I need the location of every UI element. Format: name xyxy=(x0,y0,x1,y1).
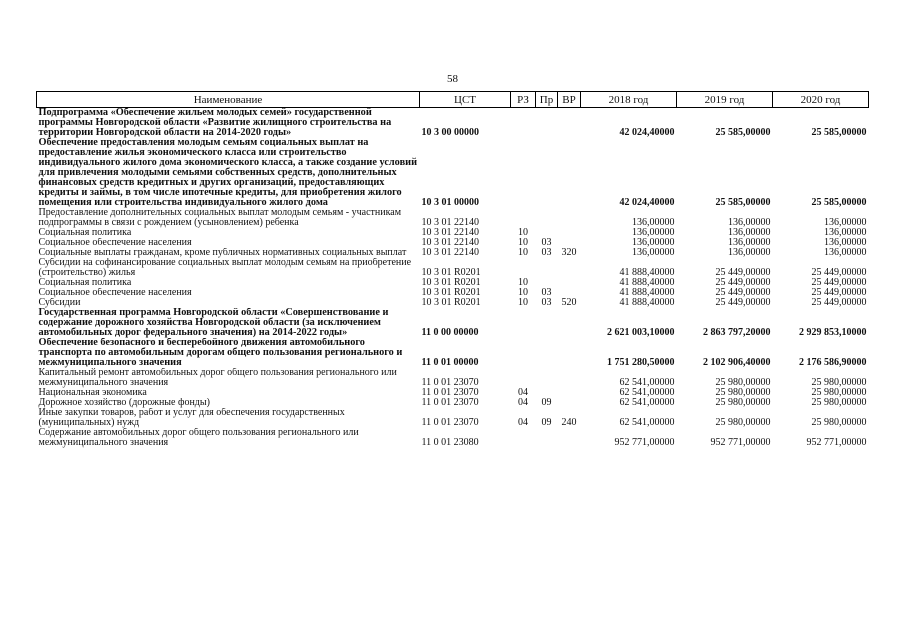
column-header-vr: ВР xyxy=(558,92,581,108)
cell-pr xyxy=(536,308,558,338)
cell-cst: 11 0 01 23070 xyxy=(421,388,479,398)
cell-2018: 41 888,40000 xyxy=(619,288,675,298)
cell-2020: 25 585,00000 xyxy=(811,197,867,208)
column-header-2018: 2018 год xyxy=(581,92,677,108)
cell-cst: 11 0 01 23070 xyxy=(421,417,479,428)
cell-2019: 136,00000 xyxy=(728,248,771,258)
cell-2019: 25 980,00000 xyxy=(715,398,771,408)
table-row xyxy=(37,338,869,368)
cell-name: Социальное обеспечение населения xyxy=(38,238,192,248)
cell-2020: 136,00000 xyxy=(824,238,867,248)
cell-pr xyxy=(536,278,558,288)
cell-rz: 10 xyxy=(518,238,528,248)
cell-cst: 10 3 01 R0201 xyxy=(421,298,481,308)
cell-2020: 2 176 586,90000 xyxy=(799,357,867,368)
cell-name: Субсидии на софинансирование социальных выплат молодым семьям на приобретение (строительство) жилья xyxy=(38,258,412,278)
cell-2020: 136,00000 xyxy=(824,217,867,228)
cell-2019: 25 449,00000 xyxy=(715,298,771,308)
cell-2019: 25 449,00000 xyxy=(715,267,771,278)
cell-rz: 10 xyxy=(518,288,528,298)
cell-pr: 09 xyxy=(541,417,552,428)
cell-cst: 11 0 01 23080 xyxy=(421,437,479,448)
cell-rz xyxy=(511,108,536,139)
cell-name: Социальное обеспечение населения xyxy=(38,288,192,298)
table-row xyxy=(37,108,869,139)
cell-2019: 2 863 797,20000 xyxy=(703,327,771,338)
cell-2020: 25 980,00000 xyxy=(811,388,867,398)
cell-name: Дорожное хозяйство (дорожные фонды) xyxy=(38,398,210,408)
cell-vr xyxy=(558,138,581,208)
cell-2019: 136,00000 xyxy=(728,217,771,228)
cell-vr: 520 xyxy=(561,298,577,308)
cell-name: Государственная программа Новгородской области «Совершенствование и содержание дорожного хозяйства Новгородской области (за исключением автомобильных дорог федерального значения) на 2014-2022 годы» xyxy=(38,308,389,338)
cell-vr xyxy=(558,288,581,298)
cell-vr xyxy=(558,258,581,278)
cell-2020: 952 771,00000 xyxy=(806,437,867,448)
table-row xyxy=(37,408,869,428)
cell-2019: 25 980,00000 xyxy=(715,377,771,388)
cell-2020: 25 980,00000 xyxy=(811,377,867,388)
table-row xyxy=(37,398,869,408)
cell-name: Предоставление дополнительных социальных выплат молодым семьям - участникам подпрограммы в связи с рождением (усыновлением) ребенка xyxy=(38,208,402,228)
cell-2018: 136,00000 xyxy=(632,248,675,258)
cell-cst: 10 3 01 22140 xyxy=(421,228,479,238)
cell-2019: 25 585,00000 xyxy=(715,127,771,138)
cell-2018: 62 541,00000 xyxy=(619,388,675,398)
cell-rz: 10 xyxy=(518,298,528,308)
cell-2020: 136,00000 xyxy=(824,228,867,238)
cell-pr xyxy=(536,228,558,238)
cell-2020: 25 449,00000 xyxy=(811,288,867,298)
cell-vr xyxy=(558,308,581,338)
page-number: 58 xyxy=(447,73,458,85)
cell-2018: 952 771,00000 xyxy=(614,437,675,448)
cell-2018: 41 888,40000 xyxy=(619,298,675,308)
cell-vr xyxy=(558,278,581,288)
cell-2018: 41 888,40000 xyxy=(619,267,675,278)
cell-2020: 25 980,00000 xyxy=(811,417,867,428)
cell-2019: 136,00000 xyxy=(728,238,771,248)
cell-2019: 25 449,00000 xyxy=(715,288,771,298)
cell-name: Капитальный ремонт автомобильных дорог общего пользования регионального или межмуниципального значения xyxy=(38,368,397,388)
cell-rz: 10 xyxy=(518,278,528,288)
cell-rz xyxy=(511,368,536,388)
cell-name: Социальные выплаты гражданам, кроме публичных нормативных социальных выплат xyxy=(38,248,407,258)
cell-cst: 10 3 01 R0201 xyxy=(421,278,481,288)
cell-cst: 11 0 01 00000 xyxy=(421,357,479,368)
cell-2019: 25 980,00000 xyxy=(715,388,771,398)
cell-vr xyxy=(558,238,581,248)
cell-2018: 136,00000 xyxy=(632,228,675,238)
cell-pr: 03 xyxy=(541,288,552,298)
cell-vr: 240 xyxy=(561,417,577,428)
cell-pr xyxy=(536,208,558,228)
table-row xyxy=(37,428,869,448)
table-row xyxy=(37,298,869,308)
cell-rz xyxy=(511,258,536,278)
table-header-row xyxy=(37,92,869,108)
cell-vr xyxy=(558,388,581,398)
cell-2018: 136,00000 xyxy=(632,217,675,228)
cell-rz: 10 xyxy=(518,228,528,238)
cell-name: Содержание автомобильных дорог общего пользования регионального или межмуниципального значения xyxy=(38,428,359,448)
cell-2018: 62 541,00000 xyxy=(619,377,675,388)
table-row xyxy=(37,258,869,278)
cell-2018: 42 024,40000 xyxy=(619,197,675,208)
cell-cst: 10 3 00 00000 xyxy=(421,127,479,138)
cell-vr: 320 xyxy=(561,248,577,258)
table-row xyxy=(37,278,869,288)
cell-2019: 2 102 906,40000 xyxy=(703,357,771,368)
cell-vr xyxy=(558,208,581,228)
cell-rz xyxy=(511,308,536,338)
cell-pr xyxy=(536,138,558,208)
cell-rz: 04 xyxy=(518,398,528,408)
cell-rz xyxy=(511,138,536,208)
cell-2019: 952 771,00000 xyxy=(710,437,771,448)
table-row xyxy=(37,208,869,228)
column-header-2019: 2019 год xyxy=(677,92,773,108)
table-row xyxy=(37,308,869,338)
cell-2020: 25 449,00000 xyxy=(811,298,867,308)
cell-2020: 25 585,00000 xyxy=(811,127,867,138)
cell-rz xyxy=(511,428,536,448)
cell-2020: 136,00000 xyxy=(824,248,867,258)
cell-name: Подпрограмма «Обеспечение жильем молодых семей» государственной программы Новгородской области «Развитие жилищного строительства на территории Новгородской области на 2014-2020 годы» xyxy=(38,107,392,138)
cell-2019: 25 449,00000 xyxy=(715,278,771,288)
cell-pr xyxy=(536,428,558,448)
cell-vr xyxy=(558,108,581,139)
cell-name: Иные закупки товаров, работ и услуг для обеспечения государственных (муниципальных) нужд xyxy=(38,408,345,428)
cell-2020: 25 449,00000 xyxy=(811,267,867,278)
cell-pr xyxy=(536,368,558,388)
column-header-cst: ЦСТ xyxy=(420,92,511,108)
cell-2020: 2 929 853,10000 xyxy=(799,327,867,338)
cell-cst: 11 0 01 23070 xyxy=(421,398,479,408)
cell-rz: 04 xyxy=(518,388,528,398)
cell-vr xyxy=(558,338,581,368)
cell-2019: 25 980,00000 xyxy=(715,417,771,428)
budget-table xyxy=(36,91,869,448)
table-body xyxy=(37,108,869,449)
cell-2018: 1 751 280,50000 xyxy=(607,357,675,368)
cell-2018: 136,00000 xyxy=(632,238,675,248)
cell-name: Обеспечение предоставления молодым семьям социальных выплат на предоставление жилья экономического класса или строительство индивидуального жилого дома экономического класса, а также создание условий для привлечения молодыми семьями собственных средств, дополнительных финансовых средств кредитных и других организаций, предоставляющих кредиты и займы, в том числе ипотечные кредиты, для приобретения жилого помещения или строительства индивидуального жилого дома xyxy=(38,138,418,208)
cell-2019: 136,00000 xyxy=(728,228,771,238)
cell-name: Социальная политика xyxy=(38,228,132,238)
table-row xyxy=(37,368,869,388)
cell-2018: 2 621 003,10000 xyxy=(607,327,675,338)
cell-cst: 10 3 01 22140 xyxy=(421,217,479,228)
table-row xyxy=(37,388,869,398)
cell-vr xyxy=(558,428,581,448)
cell-2018: 62 541,00000 xyxy=(619,417,675,428)
cell-2020: 25 449,00000 xyxy=(811,278,867,288)
cell-pr xyxy=(536,108,558,139)
table-row xyxy=(37,138,869,208)
cell-rz: 04 xyxy=(518,417,528,428)
cell-pr xyxy=(536,388,558,398)
cell-2018: 41 888,40000 xyxy=(619,278,675,288)
cell-2019: 25 585,00000 xyxy=(715,197,771,208)
cell-2018: 62 541,00000 xyxy=(619,398,675,408)
cell-cst: 10 3 01 R0201 xyxy=(421,288,481,298)
cell-pr: 03 xyxy=(541,298,552,308)
cell-cst: 11 0 01 23070 xyxy=(421,377,479,388)
table-row xyxy=(37,288,869,298)
cell-vr xyxy=(558,398,581,408)
cell-name: Обеспечение безопасного и бесперебойного движения автомобильного транспорта по автомобильным дорогам общего пользования регионального и межмуниципального значения xyxy=(38,338,403,368)
cell-pr: 03 xyxy=(541,238,552,248)
cell-cst: 10 3 01 00000 xyxy=(421,197,479,208)
column-header-2020: 2020 год xyxy=(773,92,869,108)
cell-pr: 03 xyxy=(541,248,552,258)
cell-pr xyxy=(536,258,558,278)
cell-rz xyxy=(511,338,536,368)
column-header-rz: РЗ xyxy=(511,92,536,108)
column-header-name: Наименование xyxy=(37,92,420,108)
cell-cst: 10 3 01 R0201 xyxy=(421,267,481,278)
cell-2020: 25 980,00000 xyxy=(811,398,867,408)
cell-cst: 10 3 01 22140 xyxy=(421,248,479,258)
cell-cst: 10 3 01 22140 xyxy=(421,238,479,248)
cell-name: Субсидии xyxy=(38,298,81,308)
cell-2018: 42 024,40000 xyxy=(619,127,675,138)
cell-vr xyxy=(558,368,581,388)
cell-rz: 10 xyxy=(518,248,528,258)
cell-pr: 09 xyxy=(541,398,552,408)
table-row xyxy=(37,238,869,248)
cell-pr xyxy=(536,338,558,368)
column-header-pr: Пр xyxy=(536,92,558,108)
cell-cst: 11 0 00 00000 xyxy=(421,327,479,338)
cell-name: Национальная экономика xyxy=(38,388,147,398)
cell-name: Социальная политика xyxy=(38,278,132,288)
cell-vr xyxy=(558,228,581,238)
cell-rz xyxy=(511,208,536,228)
table-row xyxy=(37,248,869,258)
table-row xyxy=(37,228,869,238)
